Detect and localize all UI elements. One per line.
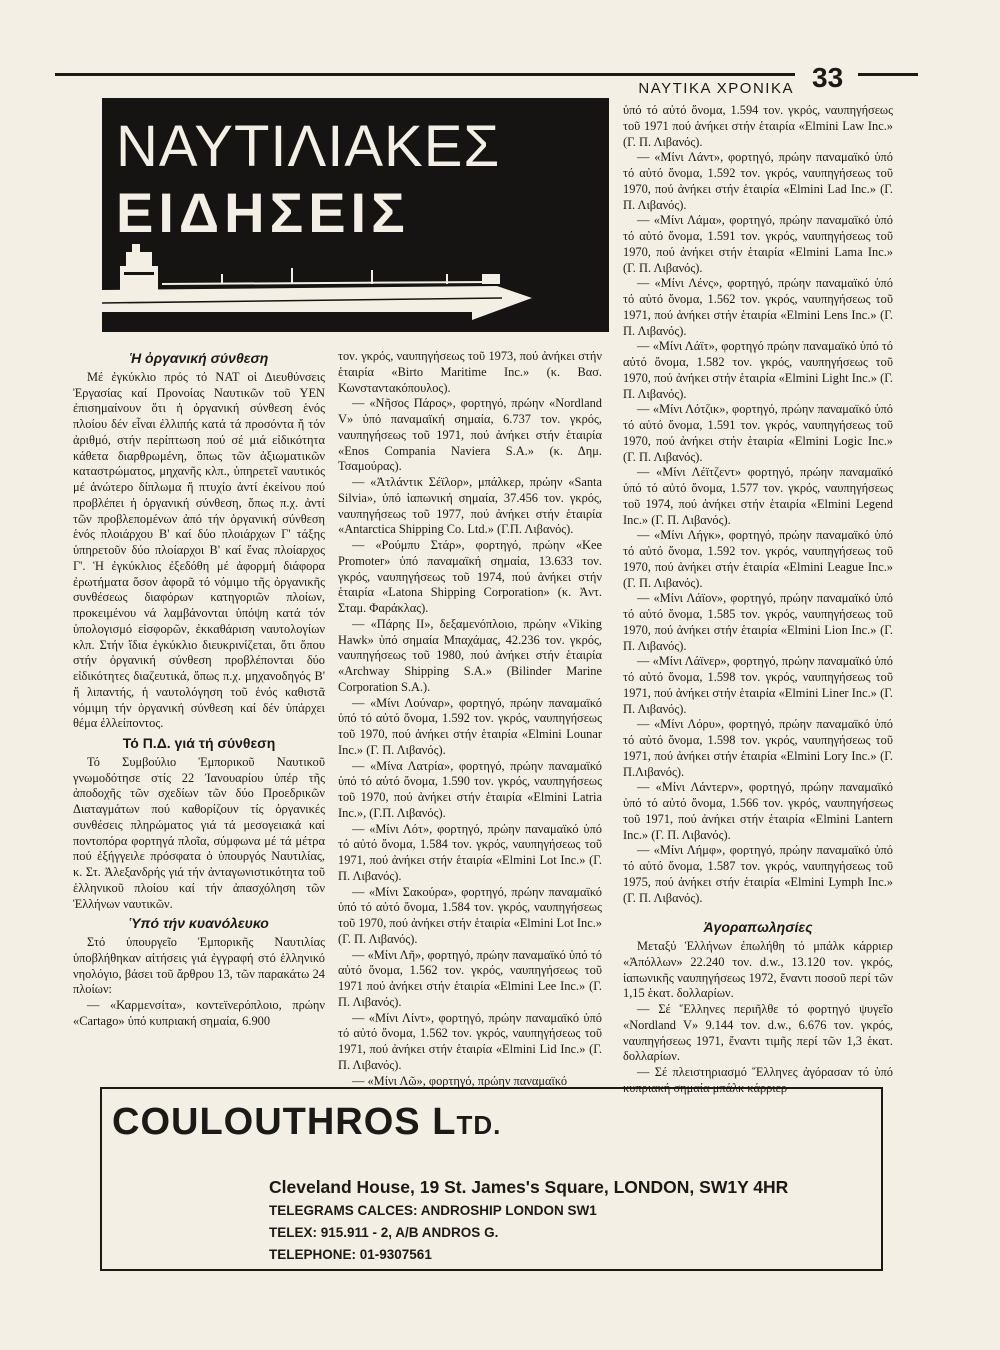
ship-entry: — «Μίνι Λάϊον», φορτηγό, πρώην παναμαϊκό ὑπό τό αὐτό ὄνομα, 1.585 τον. γκρός, ναυπηγήσεως τοῦ 1970, πού ἀνήκει στήν ἑταιρία «Elmini Lion Inc.» (Γ. Π. Λιβανός). [623,591,893,653]
article-paragraph: Στό ὑπουργεῖο Ἐμπορικῆς Ναυτιλίας ὑποβλήθηκαν αἰτήσεις γιά ἐγγραφή στό ἑλληνικό νηολόγιο, βάσει τοῦ ἄρθρου 13, τῶν παρακάτω 24 πλοίων: [73,935,325,997]
ship-entry: — «Μίνι Λότ», φορτηγό, πρώην παναμαϊκό ὑπό τό αὐτό ὄνομα, 1.584 τον. γκρός, ναυπηγήσεως τοῦ 1971, πού ἀνήκει στήν ἑταιρία «Elmini Lot Inc.» (Γ. Π. Λιβανός). [338,821,602,883]
ship-entry: — «Μίνι Λῶ», φορτηγό, πρώην παναμαϊκό [352,1073,568,1088]
ship-entry: — «Μίνι Λάντ», φορτηγό, πρώην παναμαϊκό ὑπό τό αὐτό ὄνομα, 1.592 τον. γκρός, ναυπηγήσεως τοῦ 1970, πού ἀνήκει στήν ἑταιρία «Elmini Lad Inc.» (Γ. Π. Λιβανός). [623,150,893,212]
ad-telegrams: TELEGRAMS CALCES: ANDROSHIP LONDON SW1 [269,1203,597,1218]
ship-entry: — «Πάρης ΙΙ», δεξαμενόπλοιο, πρώην «Viking Hawk» ὑπό σημαία Μπαχάμας, 42.236 τον. γκρός, ναυπηγήσεως τοῦ 1980, πού ἀνήκει στήν ἑταιρία «Archway Shipping S.A.» (Bilinder Marine Corporation S.A.). [338,616,602,694]
section-banner [102,98,609,332]
ship-entry: — «Μίνι Λότζικ», φορτηγό, πρώην παναμαϊκό ὑπό τό αὐτό ὄνομα, 1.591 τον. γκρός, ναυπηγήσεως τοῦ 1970, πού ἀνήκει στήν ἑταιρία «Elmini Logic Inc.» (Γ. Π. Λιβανός). [623,402,893,464]
heading-presidential-decree: Τό Π.Δ. γιά τή σύνθεση [122,735,276,751]
column-3 [623,103,893,1095]
ship-entry: — «Μίνι Σακούρα», φορτηγό, πρώην παναμαϊκό ὑπό τό αὐτό ὄνομα, 1.584 τον. γκρός, ναυπηγήσεως τοῦ 1970, πού ἀνήκει στήν ἑταιρία «Elmini Lot Inc.» (Γ. Π. Λιβανός). [338,884,602,946]
ship-entry: — «Μίνι Λάϊνερ», φορτηγό, πρώην παναμαϊκό ὑπό τό αὐτό ὄνομα, 1.598 τον. γκρός, ναυπηγήσεως τοῦ 1971, πού ἀνήκει στήν ἑταιρία «Elmini Liner Inc.» (Γ. Π. Λιβανός). [623,654,893,716]
ad-company-name [112,1101,501,1144]
ad-telex: TELEX: 915.911 - 2, A/B ANDROS G. [269,1225,499,1240]
ship-entry: — «Μίνι Λίντ», φορτηγό, πρώην παναμαϊκό ὑπό τό αὐτό ὄνομα, 1.562 τον. γκρός, ναυπηγήσεως τοῦ 1971, πού ἀνήκει στήν ἑταιρία «Elmini Lid Inc.» (Γ. Π. Λιβανός). [338,1010,602,1072]
ship-entry: — «Καρμενσίτα», κοντεϊνερόπλοιο, πρώην «Cartago» ὑπό κυπριακή σημαία, 6.900 [73,998,325,1028]
ship-entry: — «Μίνι Λάμα», φορτηγό, πρώην παναμαϊκό ὑπό τό αὐτό ὄνομα, 1.591 τον. γκρός, ναυπηγήσεως τοῦ 1970, πού ἀνήκει στήν ἑταιρία «Elmini Lama Inc.» (Γ. Π. Λιβανός). [623,213,893,275]
ship-entry: — «Μίνι Λόρυ», φορτηγό, πρώην παναμαϊκό ὑπό τό αὐτό ὄνομα, 1.598 τον. γκρός, ναυπηγήσεως τοῦ 1971, πού ἀνήκει στήν ἑταιρία «Elmini Lory Inc.» (Γ. Π.Λιβανός). [623,717,893,779]
heading-organic-composition: Ἡ ὀργανική σύνθεση [129,350,269,366]
page-number: 33 [812,62,844,93]
ad-telephone: TELEPHONE: 01-9307561 [269,1247,432,1262]
ship-entry: — «Μίνι Λήμφ», φορτηγό, πρώην παναμαϊκό ὑπό τό αὐτό ὄνομα, 1.587 τον. γκρός, ναυπηγήσεως τοῦ 1975, πού ἀνήκει στήν ἑταιρία «Elmini Lymph Inc.» (Γ. Π. Λιβανός). [623,843,893,905]
magazine-title: ΝΑΥΤΙΚΑ ΧΡΟΝΙΚΑ [638,80,794,97]
ship-entry: — «Μίνι Λέϊτζεντ» φορτηγό, πρώην παναμαϊκό ὑπό τό αὐτό ὄνομα, 1.577 τον. γκρός, ναυπηγήσεως τοῦ 1974, πού ἀνήκει στήν ἑταιρία «Elmini Legend Inc.» (Γ. Π. Λιβανός). [623,465,893,527]
ship-entry: — «Νῆσος Πάρος», φορτηγό, πρώην «Nordland V» ὑπό παναμαϊκή σημαία, 6.737 τον. γκρός, ναυπηγήσεως τοῦ 1971, πού ἀνήκει στήν ἑταιρία «Enos Compania Naviera S.A.» (κ. Δημ. Τσαμούρας). [338,396,602,474]
ship-entry: — «Ρούμπυ Στάρ», φορτηγό, πρώην «Kee Promoter» ὑπό παναμαϊκή σημαία, 13.633 τον. γκρός, ναυπηγήσεως τοῦ 1974, πού ἀνήκει στήν ἑταιρία «Latona Shipping Corporation» (κ. Ἀντ. Σταμ. Φαράκλας). [338,538,602,615]
ship-entry: — «Μίνι Λῆ», φορτηγό, πρώην παναμαϊκό ὑπό τό αὐτό ὄνομα, 1.562 τον. γκρός, ναυπηγήσεως τοῦ 1971 πού ἀνήκει στήν ἑταιρία «Elmini Lee Inc.» (Γ. Π. Λιβανός). [338,947,602,1009]
advertisement-box [100,1087,883,1271]
heading-blue-white-flag: Ὑπό τήν κυανόλευκο [129,915,269,932]
ship-entry: — «Μίνι Λένς», φορτηγό, πρώην παναμαϊκό ὑπό τό αὐτό ὄνομα, 1.562 τον. γκρός, ναυπηγήσεως τοῦ 1971, πού ἀνήκει στήν ἑταιρία «Elmini Lens Inc.» (Γ. Π. Λιβανός). [623,276,893,338]
ad-address: Cleveland House, 19 St. James's Square, LONDON, SW1Y 4HR [269,1177,789,1197]
article-paragraph: Τό Συμβούλιο Ἐμπορικοῦ Ναυτικοῦ γνωμοδότησε στίς 22 Ἰανουαρίου ὑπέρ τῆς ἀποδοχῆς τῶν σχεδίων τῶν δύο Προεδρικῶν Διαταγμάτων πού καθορίζουν τίς ὀργανικές συνθέσεις πληρώματος γιά τά μεσογειακά καί ποντοπόρα φορτηγά πλοῖα, σύμφωνα μέ τά μέτρα πού ἐξήγγειλε πρόσφατα ὁ ὑπουργός Ναυτιλίας, κ. Στ. Ἀλεξανδρής γιά τήν ἀνταγωνιστικότητα τοῦ ἑλληνικοῦ πλοίου καί τήν ἀπασχόληση τῶν Ἑλλήνων ναυτικῶν. [73,754,325,911]
banner-title-line2: ΕΙΔΗΣΕΙΣ [116,181,410,244]
ship-entry: — «Μίνι Λήγκ», φορτηγό, πρώην παναμαϊκό ὑπό τό αὐτό ὄνομα, 1.592 τον. γκρός, ναυπηγήσεως τοῦ 1970, πού ἀνήκει στήν ἑταιρία «Elmini League Inc.» (Γ. Π. Λιβανός). [623,528,893,590]
sale-entry: — Σέ Ἕλληνες περιῆλθε τό φορτηγό ψυγεῖο «Nordland V» 9.144 τον. d.w., 6.676 τον. γκρός, ναυπηγήσεως 1971, ἔναντι τιμῆς περί τῶν 1,3 ἑκατ. δολλαρίων. [623,1002,893,1064]
heading-sales: Ἀγοραπωλησίες [703,919,813,936]
ship-entry: — «Μίνι Λάϊτ», φορτηγό πρώην παναμαϊκό ὑπό τό αὐτό ὄνομα, 1.582 τον. γκρός, ναυπηγήσεως τοῦ 1970, πού ἀνήκει στήν ἑταιρία «Elmini Light Inc.» (Γ. Π. Λιβανός). [623,339,893,401]
ship-entry: — «Μίνα Λατρία», φορτηγό, πρώην παναμαϊκό ὑπό τό αὐτό ὄνομα, 1.590 τον. γκρός, ναυπηγήσεως τοῦ 1970, πού ἀνήκει στήν ἑταιρία «Elmini Latria Inc.», (Γ.Π. Λιβανός). [338,758,602,820]
ship-entry: ὑπό τό αὐτό ὄνομα, 1.594 τον. γκρός, ναυπηγήσεως τοῦ 1971 πού ἀνήκει στήν ἑταιρία «Elmini Law Inc.» (Γ. Π. Λιβανός). [623,103,893,149]
ship-entry: — «Μίνι Λούναρ», φορτηγό, πρώην παναμαϊκό ὑπό τό αὐτό ὄνομα, 1.592 τον. γκρός, ναυπηγήσεως τοῦ 1970, πού ἀνήκει στήν ἑταιρία «Elmini Lounar Inc.» (Γ. Π. Λιβανός). [338,695,602,757]
ship-entry: τον. γκρός, ναυπηγήσεως τοῦ 1973, πού ἀνήκει στήν ἑταιρία «Birto Maritime Inc.» (κ. Βασ. Κωνσταντακόπουλος). [338,349,602,395]
ad-company-main: COULOUTHROS L [112,1101,457,1143]
ship-entry: — «Μίνι Λάντερν», φορτηγό, πρώην παναμαϊκό ὑπό τό αὐτό ὄνομα, 1.566 τον. γκρός, ναυπηγήσεως τοῦ 1971, πού ἀνήκει στήν ἑταιρία «Elmini Lantern Inc.» (Γ. Π. Λιβανός). [623,780,893,842]
header-rule-left [55,73,795,76]
ship-illustration [102,98,609,332]
ship-entry: — «Ἀτλάντικ Σέϊλορ», μπάλκερ, πρώην «Santa Silvia», ὑπό ἰαπωνική σημαία, 37.456 τον. γκρός, ναυπηγήσεως τοῦ 1977, πού ἀνήκει στήν ἑταιρία «Antarctica Shipping Co. Ltd.» (Γ.Π. Λιβανός). [338,475,602,537]
column-1 [73,347,325,1080]
header-rule-right [858,73,918,76]
article-paragraph: Μέ ἐγκύκλιο πρός τό ΝΑΤ οἱ Διευθύνσεις Ἐργασίας καί Προνοίας Ναυτικῶν τοῦ ΥΕΝ ἐπισημαίνουν ὅτι ἡ ὀργανική σύνθεση ἑνός πλοίου δέν εἶναι ἐλλιπής κατά τά προσόντα ἤ τόν ἀριθμό, στήν περίπτωση πού σέ μιά εἰδικότητα κάθετα διαρθρωμένη, ὅπως τῶν ἀξιωματικῶν καταστρώματος, μηχανῆς κλπ., ὑπηρετεῖ ναυτικός μέ ἀνώτερο δίπλωμα ἤ πτυχίο ἀντί ἐκείνου πού προβλέπει ἡ ὀργανική σύνθεση, ὅπως π.χ. ἀντί τῶν προβλεπομένων ἀπό τήν ὀργανική σύνθεση ἑνός πλοιάρχου Β' καί δύο πλοιάρχων Γ' τάξης ὑπηρετοῦν δύο πλοίαρχοι Β' καί ἕνας πλοίαρχος Γ'. Ἡ ἐγκύκλιος ἐξεδόθη μέ ἀφορμή διάφορα ἐρωτήματα ὅσον ἀφορᾶ τό νόμιμο τῆς ὀργανικῆς συνθέσεως διαφόρων κατηγοριῶν πλοίων, προκειμένου νά λαμβάνονται ὑπόψη κατά τόν ὑπολογισμό εἰσφορῶν, ἐκκαθάριση ναυτολογίων κλπ. Στήν ἴδια ἐγκύκλιο διευκρινίζεται, ὅτι ὅπου στήν ὀργανική σύνθεση προβλέπονται δύο εἰδικότητες διαζευτικά, ὅπως π.χ. μηχανοδηγός Β' ἤ λιπαντής, ἡ ναυτολόγηση τοῦ ἑνός καθιστᾶ νόμιμη τήν ὀργανική σύνθεση καί δέν ὑπάρχει θέμα ἐλλείποντος. [73,369,325,731]
banner-title-line1: ΝΑΥΤΙΛΙΑΚΕΣ [116,114,501,179]
sale-entry: — Σέ πλειστηριασμό Ἕλληνες ἀγόρασαν τό ὑπό κυπριακή σημαία μπάλκ κάρριερ [623,1065,893,1095]
column-2 [338,349,602,1088]
ad-company-suffix: TD. [456,1110,502,1140]
sale-entry: Μεταξύ Ἑλλήνων ἐπωλήθη τό μπάλκ κάρριερ «Ἀπόλλων» 22.240 τον. d.w., 13.120 τον. γκρός, ἰαπωνικῆς ναυπηγήσεως 1972, ἔναντι ποσοῦ περί τῶν 1,15 ἑκατ. δολλαρίων. [623,939,893,1001]
